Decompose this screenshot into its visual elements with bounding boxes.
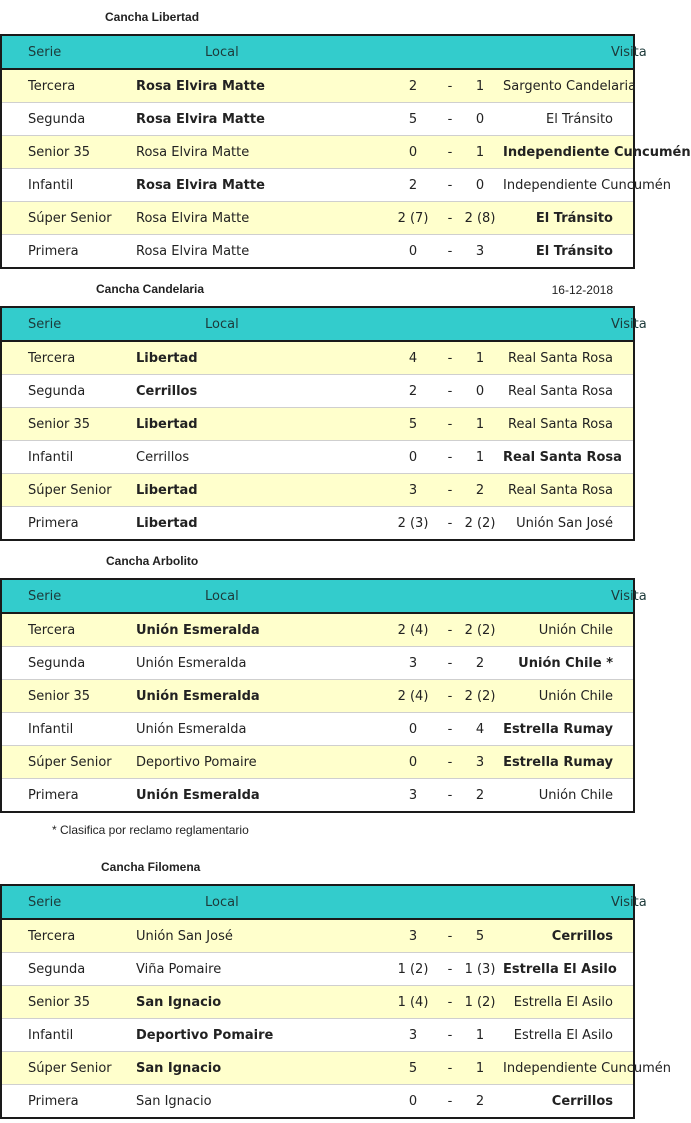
local-team-cell: Rosa Elvira Matte (136, 235, 383, 269)
serie-cell: Senior 35 (1, 408, 136, 441)
visita-team-cell: Real Santa Rosa (503, 474, 634, 507)
table-row (1, 169, 634, 202)
serie-cell: Infantil (1, 169, 136, 202)
visita-team-cell: Independiente Cuncumén (503, 169, 634, 202)
serie-cell: Súper Senior (1, 746, 136, 779)
header-visita: Visita (503, 885, 634, 919)
serie-cell: Súper Senior (1, 474, 136, 507)
local-team-cell: Rosa Elvira Matte (136, 69, 383, 103)
home-score-cell: 0 (383, 235, 443, 269)
home-score-cell: 0 (383, 1085, 443, 1119)
table-row (1, 474, 634, 507)
local-team-cell: Rosa Elvira Matte (136, 169, 383, 202)
serie-cell: Senior 35 (1, 680, 136, 713)
away-score-cell: 2 (457, 647, 503, 680)
local-team-cell: Rosa Elvira Matte (136, 202, 383, 235)
venue-title: Cancha Candelaria (96, 282, 205, 296)
away-score-cell: 5 (457, 919, 503, 953)
away-score-cell: 2 (8) (457, 202, 503, 235)
local-team-cell: Deportivo Pomaire (136, 746, 383, 779)
table-row (1, 341, 634, 375)
away-score-cell: 1 (457, 1052, 503, 1085)
table-row (1, 408, 634, 441)
table-row (1, 613, 634, 647)
header-local: Local (136, 35, 383, 69)
table-header-row (1, 579, 634, 613)
serie-cell: Senior 35 (1, 136, 136, 169)
away-score-cell: 1 (3) (457, 953, 503, 986)
results-table (0, 34, 691, 269)
home-score-cell: 5 (383, 408, 443, 441)
results-table (0, 306, 647, 541)
visita-team-cell: El Tránsito (503, 103, 634, 136)
serie-cell: Segunda (1, 103, 136, 136)
serie-cell: Infantil (1, 1019, 136, 1052)
serie-cell: Tercera (1, 919, 136, 953)
table-header-row (1, 35, 634, 69)
score-separator: - (443, 202, 457, 235)
table-row (1, 1085, 634, 1119)
home-score-cell: 0 (383, 713, 443, 746)
table-row (1, 713, 634, 746)
away-score-cell: 1 (457, 341, 503, 375)
score-separator: - (443, 746, 457, 779)
venue-title: Cancha Arbolito (106, 554, 199, 568)
visita-team-cell: Estrella El Asilo (503, 1019, 634, 1052)
header-visita: Visita (503, 579, 634, 613)
table-row (1, 1019, 634, 1052)
home-score-cell: 2 (4) (383, 680, 443, 713)
serie-cell: Segunda (1, 647, 136, 680)
table-row (1, 1052, 634, 1085)
table-row (1, 69, 634, 103)
home-score-cell: 2 (3) (383, 507, 443, 541)
serie-cell: Súper Senior (1, 202, 136, 235)
away-score-cell: 2 (457, 474, 503, 507)
home-score-cell: 1 (4) (383, 986, 443, 1019)
serie-cell: Segunda (1, 375, 136, 408)
local-team-cell: Viña Pomaire (136, 953, 383, 986)
score-separator: - (443, 647, 457, 680)
home-score-cell: 5 (383, 103, 443, 136)
table-row (1, 986, 634, 1019)
table-row (1, 680, 634, 713)
visita-team-cell: Estrella El Asilo (503, 953, 634, 986)
away-score-cell: 3 (457, 746, 503, 779)
score-separator: - (443, 136, 457, 169)
visita-team-cell: Cerrillos (503, 919, 634, 953)
away-score-cell: 0 (457, 103, 503, 136)
away-score-cell: 1 (457, 441, 503, 474)
home-score-cell: 2 (7) (383, 202, 443, 235)
local-team-cell: San Ignacio (136, 1052, 383, 1085)
serie-cell: Infantil (1, 441, 136, 474)
serie-cell: Primera (1, 235, 136, 269)
local-team-cell: Libertad (136, 408, 383, 441)
visita-team-cell: El Tránsito (503, 235, 634, 269)
visita-team-cell: Unión Chile (503, 779, 634, 813)
visita-team-cell: Unión Chile (503, 613, 634, 647)
score-separator: - (443, 613, 457, 647)
score-separator: - (443, 986, 457, 1019)
visita-team-cell: Cerrillos (503, 1085, 634, 1119)
home-score-cell: 2 (383, 69, 443, 103)
visita-team-cell: Independiente Cuncumén (503, 136, 634, 169)
table-header-row (1, 885, 634, 919)
serie-cell: Infantil (1, 713, 136, 746)
home-score-cell: 3 (383, 474, 443, 507)
table-row (1, 136, 634, 169)
away-score-cell: 1 (457, 408, 503, 441)
visita-team-cell: Real Santa Rosa (503, 341, 634, 375)
table-row (1, 103, 634, 136)
away-score-cell: 3 (457, 235, 503, 269)
home-score-cell: 2 (383, 375, 443, 408)
visita-team-cell: Unión San José (503, 507, 634, 541)
home-score-cell: 0 (383, 746, 443, 779)
away-score-cell: 1 (2) (457, 986, 503, 1019)
away-score-cell: 1 (457, 69, 503, 103)
serie-cell: Tercera (1, 69, 136, 103)
score-separator: - (443, 474, 457, 507)
local-team-cell: Libertad (136, 507, 383, 541)
visita-team-cell: Real Santa Rosa (503, 408, 634, 441)
local-team-cell: Cerrillos (136, 375, 383, 408)
visita-team-cell: Estrella Rumay (503, 746, 634, 779)
table-row (1, 746, 634, 779)
results-table (0, 884, 671, 1119)
local-team-cell: Cerrillos (136, 441, 383, 474)
score-separator: - (443, 341, 457, 375)
venue-date: 16-12-2018 (551, 283, 613, 297)
away-score-cell: 1 (457, 1019, 503, 1052)
home-score-cell: 3 (383, 919, 443, 953)
score-separator: - (443, 713, 457, 746)
score-separator: - (443, 507, 457, 541)
local-team-cell: Libertad (136, 474, 383, 507)
home-score-cell: 2 (4) (383, 613, 443, 647)
away-score-cell: 4 (457, 713, 503, 746)
header-local: Local (136, 579, 383, 613)
local-team-cell: San Ignacio (136, 1085, 383, 1119)
score-separator: - (443, 441, 457, 474)
visita-team-cell: Unión Chile * (503, 647, 634, 680)
footnote: * Clasifica por reclamo reglamentario (52, 823, 249, 837)
header-serie: Serie (1, 885, 136, 919)
visita-team-cell: Estrella Rumay (503, 713, 634, 746)
serie-cell: Tercera (1, 341, 136, 375)
table-row (1, 202, 634, 235)
table-row (1, 779, 634, 813)
header-local: Local (136, 885, 383, 919)
table-row (1, 507, 634, 541)
header-visita: Visita (503, 35, 634, 69)
score-separator: - (443, 375, 457, 408)
local-team-cell: Unión Esmeralda (136, 713, 383, 746)
score-separator: - (443, 779, 457, 813)
serie-cell: Senior 35 (1, 986, 136, 1019)
home-score-cell: 2 (383, 169, 443, 202)
table-row (1, 953, 634, 986)
header-serie: Serie (1, 579, 136, 613)
score-separator: - (443, 1085, 457, 1119)
visita-team-cell: Real Santa Rosa (503, 375, 634, 408)
score-separator: - (443, 919, 457, 953)
home-score-cell: 3 (383, 647, 443, 680)
away-score-cell: 2 (2) (457, 507, 503, 541)
score-separator: - (443, 1052, 457, 1085)
visita-team-cell: Real Santa Rosa (503, 441, 634, 474)
away-score-cell: 0 (457, 375, 503, 408)
table-row (1, 919, 634, 953)
visita-team-cell: El Tránsito (503, 202, 634, 235)
header-serie: Serie (1, 307, 136, 341)
visita-team-cell: Estrella El Asilo (503, 986, 634, 1019)
serie-cell: Primera (1, 779, 136, 813)
local-team-cell: Unión Esmeralda (136, 680, 383, 713)
away-score-cell: 2 (457, 779, 503, 813)
score-separator: - (443, 169, 457, 202)
score-separator: - (443, 953, 457, 986)
local-team-cell: San Ignacio (136, 986, 383, 1019)
home-score-cell: 3 (383, 779, 443, 813)
serie-cell: Primera (1, 1085, 136, 1119)
table-row (1, 235, 634, 269)
local-team-cell: Unión Esmeralda (136, 779, 383, 813)
serie-cell: Súper Senior (1, 1052, 136, 1085)
serie-cell: Primera (1, 507, 136, 541)
local-team-cell: Rosa Elvira Matte (136, 103, 383, 136)
local-team-cell: Rosa Elvira Matte (136, 136, 383, 169)
table-row (1, 441, 634, 474)
score-separator: - (443, 680, 457, 713)
away-score-cell: 2 (457, 1085, 503, 1119)
table-row (1, 647, 634, 680)
home-score-cell: 0 (383, 441, 443, 474)
score-separator: - (443, 1019, 457, 1052)
visita-team-cell: Unión Chile (503, 680, 634, 713)
table-row (1, 375, 634, 408)
local-team-cell: Libertad (136, 341, 383, 375)
serie-cell: Tercera (1, 613, 136, 647)
home-score-cell: 5 (383, 1052, 443, 1085)
header-serie: Serie (1, 35, 136, 69)
score-separator: - (443, 69, 457, 103)
home-score-cell: 1 (2) (383, 953, 443, 986)
local-team-cell: Unión San José (136, 919, 383, 953)
away-score-cell: 0 (457, 169, 503, 202)
score-separator: - (443, 103, 457, 136)
table-header-row (1, 307, 634, 341)
serie-cell: Segunda (1, 953, 136, 986)
home-score-cell: 3 (383, 1019, 443, 1052)
header-local: Local (136, 307, 383, 341)
home-score-cell: 4 (383, 341, 443, 375)
local-team-cell: Unión Esmeralda (136, 647, 383, 680)
visita-team-cell: Sargento Candelaria (503, 69, 634, 103)
local-team-cell: Deportivo Pomaire (136, 1019, 383, 1052)
local-team-cell: Unión Esmeralda (136, 613, 383, 647)
away-score-cell: 1 (457, 136, 503, 169)
venue-title: Cancha Libertad (105, 10, 200, 24)
score-separator: - (443, 408, 457, 441)
score-separator: - (443, 235, 457, 269)
visita-team-cell: Independiente Cuncumén (503, 1052, 634, 1085)
away-score-cell: 2 (2) (457, 613, 503, 647)
results-table (0, 578, 647, 813)
away-score-cell: 2 (2) (457, 680, 503, 713)
header-visita: Visita (503, 307, 634, 341)
venue-title: Cancha Filomena (101, 860, 201, 874)
home-score-cell: 0 (383, 136, 443, 169)
